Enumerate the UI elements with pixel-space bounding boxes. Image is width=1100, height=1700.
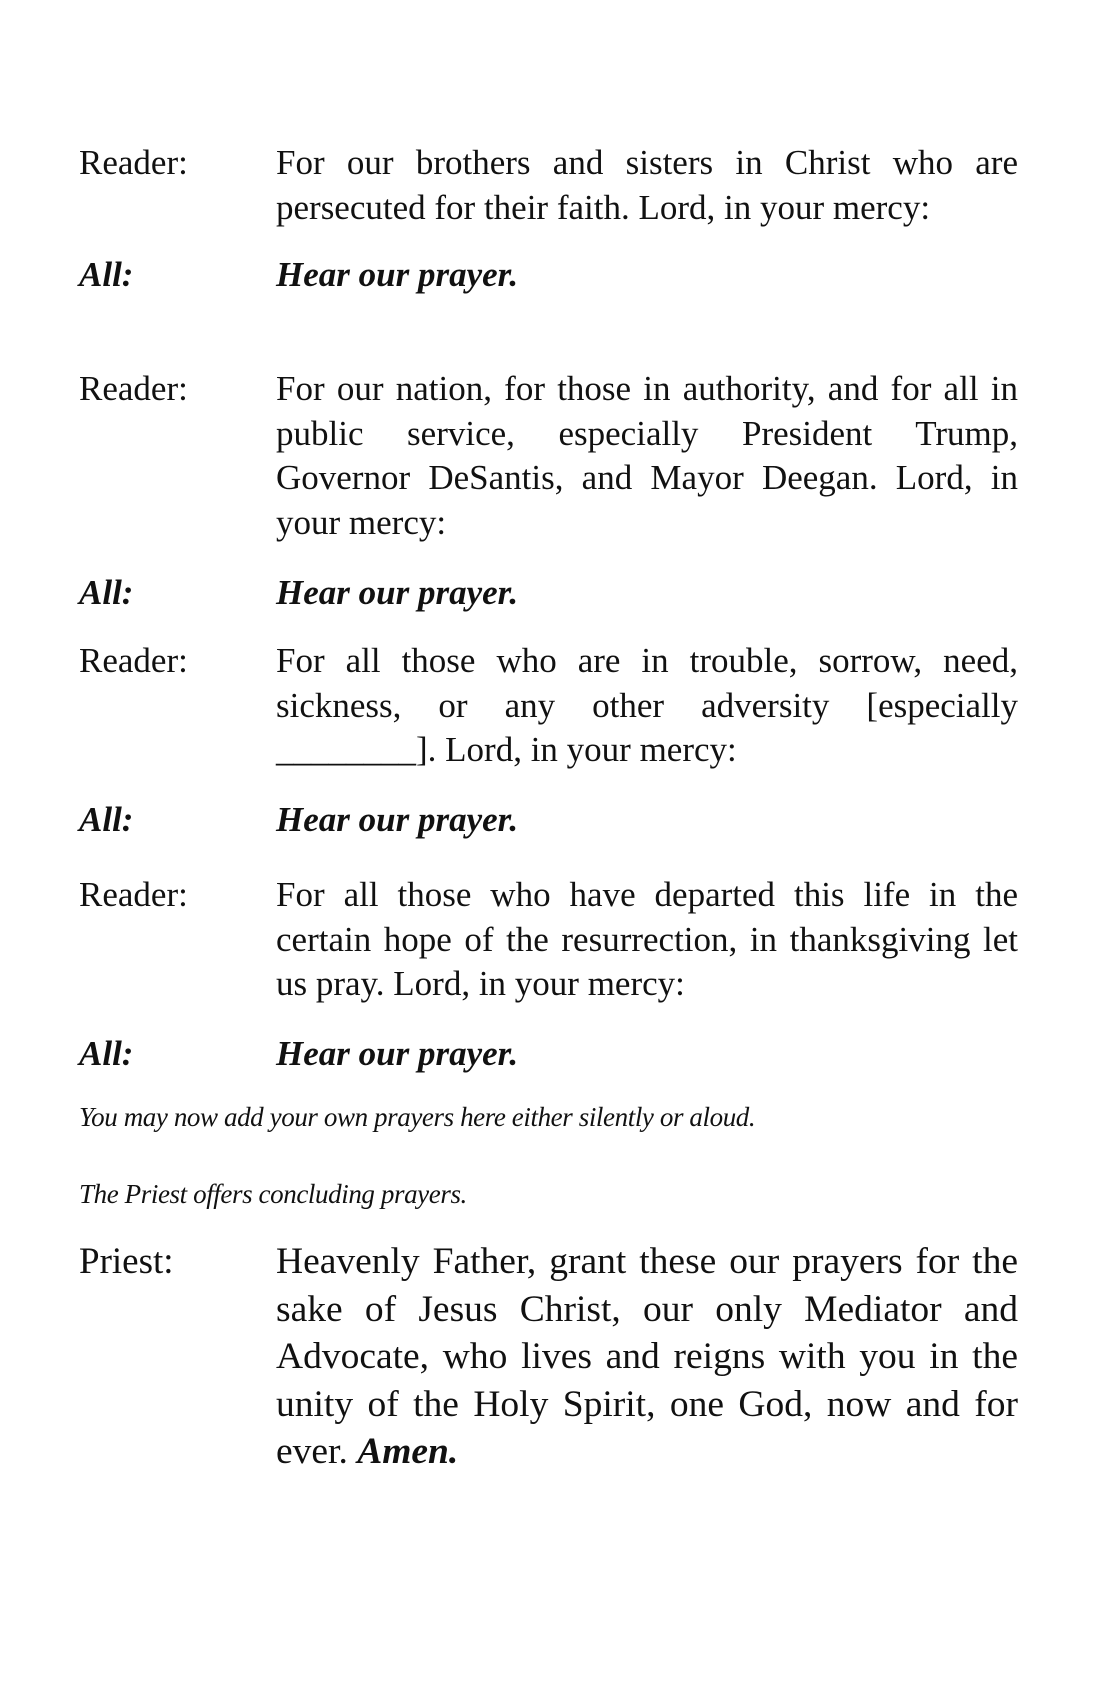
reader-label: Reader: xyxy=(79,875,188,914)
reader-label: Reader: xyxy=(79,143,188,182)
petition-text: For all those who are in trouble, sorrow, need, sickness, or any other adversity [especially ________]. Lord, in your mercy: xyxy=(276,641,1018,769)
priest-prayer xyxy=(79,1238,1020,1476)
priest-label: Priest: xyxy=(79,1241,174,1282)
response-4 xyxy=(79,1032,1020,1077)
petition-text: For our nation, for those in authority, and for all in public service, especially President Trump, Governor DeSantis, and Mayor Deegan. Lord, in your mercy: xyxy=(276,369,1018,542)
petition-text: For all those who have departed this life in the certain hope of the resurrection, in thanksgiving let us pray. Lord, in your mercy: xyxy=(276,875,1018,1003)
all-label: All: xyxy=(79,1034,134,1073)
petition-3 xyxy=(79,639,1020,773)
all-label: All: xyxy=(79,255,134,294)
response-2 xyxy=(79,571,1020,616)
priest-text: Heavenly Father, grant these our prayers for the sake of Jesus Christ, our only Mediator and Advocate, who lives and reigns with you in the unity of the Holy Spirit, one God, now and for ever. xyxy=(276,1241,1018,1472)
response-1 xyxy=(79,253,1020,298)
response-text: Hear our prayer. xyxy=(276,573,519,612)
reader-label: Reader: xyxy=(79,641,188,680)
petition-text: For our brothers and sisters in Christ who are persecuted for their faith. Lord, in your mercy: xyxy=(276,143,1018,227)
response-text: Hear our prayer. xyxy=(276,1034,519,1073)
response-text: Hear our prayer. xyxy=(276,255,519,294)
amen-response: Amen. xyxy=(357,1431,459,1472)
reader-label: Reader: xyxy=(79,369,188,408)
response-text: Hear our prayer. xyxy=(276,800,519,839)
all-label: All: xyxy=(79,573,134,612)
response-3 xyxy=(79,798,1020,843)
petition-2 xyxy=(79,367,1020,545)
rubric-own-prayers: You may now add your own prayers here either silently or aloud. xyxy=(79,1102,756,1132)
petition-4 xyxy=(79,873,1020,1007)
priest-text-block xyxy=(276,1238,1018,1476)
all-label: All: xyxy=(79,800,134,839)
petition-1 xyxy=(79,141,1020,230)
rubric-concluding: The Priest offers concluding prayers. xyxy=(79,1179,467,1209)
